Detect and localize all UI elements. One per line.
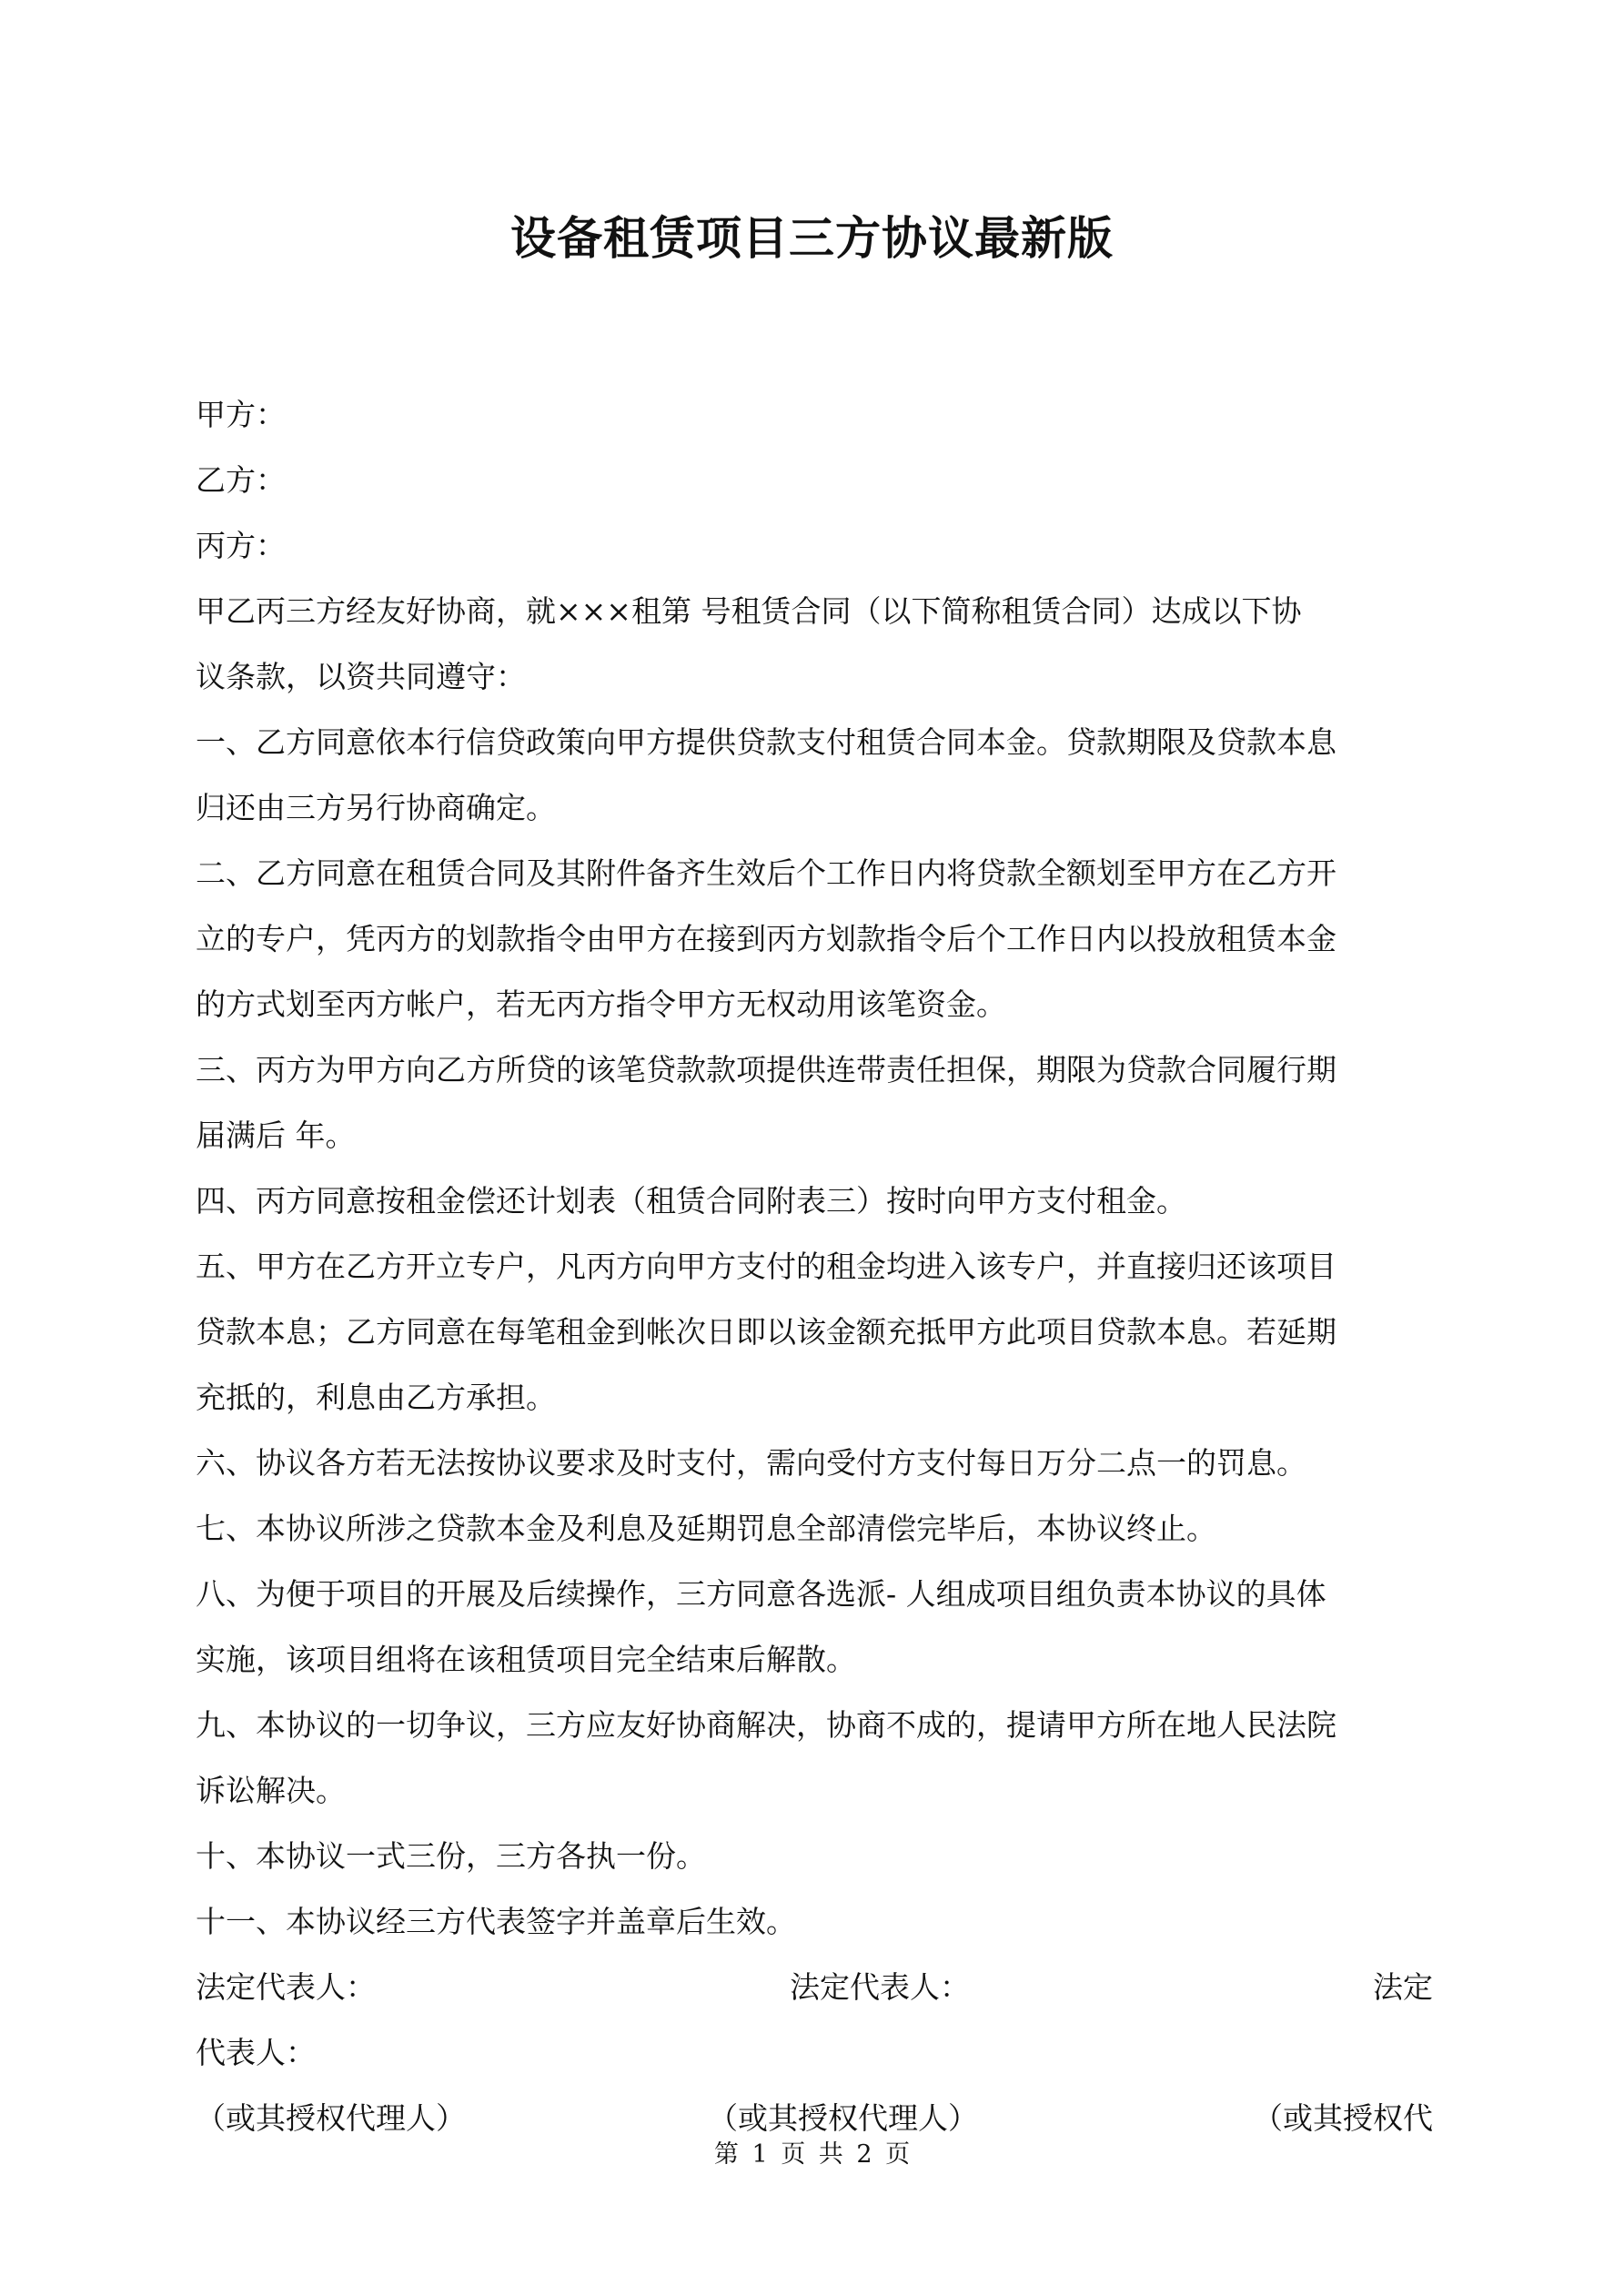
signature-row-continuation	[196, 2020, 1433, 2086]
signature-agent-1: （或其授权代理人）	[196, 2100, 466, 2136]
signature-rep-3-part1: 法定	[1373, 1969, 1433, 2005]
signature-rep-2: 法定代表人：	[790, 1969, 970, 2005]
clause-9-line-1: 九、本协议的一切争议，三方应友好协商解决，协商不成的，提请甲方所在地人民法院	[196, 1707, 1337, 1743]
clause-2-line-1: 二、乙方同意在租赁合同及其附件备齐生效后个工作日内将贷款全额划至甲方在乙方开	[196, 855, 1337, 891]
clause-8-line-2: 实施，该项目组将在该租赁项目完全结束后解散。	[196, 1642, 856, 1677]
clause-6-line-1: 六、协议各方若无法按协议要求及时支付，需向受付方支付每日万分二点一的罚息。	[196, 1445, 1306, 1481]
signature-rep-1: 法定代表人：	[196, 1969, 376, 2005]
page-footer: 第 1 页 共 2 页	[713, 2140, 911, 2169]
clause-7-line-1: 七、本协议所涉之贷款本金及利息及延期罚息全部清偿完毕后，本协议终止。	[196, 1511, 1216, 1546]
party-c-line: 丙方：	[196, 528, 286, 563]
clause-3-line-2: 届满后 年。	[196, 1118, 356, 1153]
party-a-line: 甲方：	[196, 397, 286, 432]
clause-3-line-1: 三、丙方为甲方向乙方所贷的该笔贷款款项提供连带责任担保，期限为贷款合同履行期	[196, 1052, 1337, 1087]
clause-2-line-2: 立的专户，凭丙方的划款指令由甲方在接到丙方划款指令后个工作日内以投放租赁本金	[196, 921, 1337, 956]
intro-line-2: 议条款，以资共同遵守：	[196, 659, 526, 694]
signature-row-representatives	[196, 1955, 1433, 2020]
clause-1-line-1: 一、乙方同意依本行信贷政策向甲方提供贷款支付租赁合同本金。贷款期限及贷款本息	[196, 724, 1337, 760]
clause-9-line-2: 诉讼解决。	[196, 1773, 346, 1808]
clause-10-line-1: 十、本协议一式三份，三方各执一份。	[196, 1838, 706, 1874]
clause-5-line-1: 五、甲方在乙方开立专户，凡丙方向甲方支付的租金均进入该专户，并直接归还该项目	[196, 1249, 1337, 1284]
clause-2-line-3: 的方式划至丙方帐户，若无丙方指令甲方无权动用该笔资金。	[196, 986, 1006, 1022]
signature-agent-2: （或其授权代理人）	[708, 2100, 978, 2136]
clause-5-line-3: 充抵的，利息由乙方承担。	[196, 1380, 556, 1415]
signature-agent-3: （或其授权代	[1253, 2100, 1433, 2136]
document-body	[196, 382, 1433, 2151]
clause-4-line-1: 四、丙方同意按租金偿还计划表（租赁合同附表三）按时向甲方支付租金。	[196, 1183, 1186, 1219]
clause-5-line-2: 贷款本息；乙方同意在每笔租金到帐次日即以该金额充抵甲方此项目贷款本息。若延期	[196, 1314, 1337, 1350]
intro-line-1: 甲乙丙三方经友好协商，就×××租第 号租赁合同（以下简称租赁合同）达成以下协	[196, 593, 1302, 629]
clause-8-line-1: 八、为便于项目的开展及后续操作，三方同意各选派- 人组成项目组负责本协议的具体	[196, 1576, 1326, 1612]
document-title: 设备租赁项目三方协议最新版	[510, 211, 1114, 265]
signature-rep-3-part2: 代表人：	[196, 2035, 316, 2070]
party-b-line: 乙方：	[196, 462, 286, 498]
clause-11-line-1: 十一、本协议经三方代表签字并盖章后生效。	[196, 1904, 796, 1939]
clause-1-line-2: 归还由三方另行协商确定。	[196, 790, 556, 825]
